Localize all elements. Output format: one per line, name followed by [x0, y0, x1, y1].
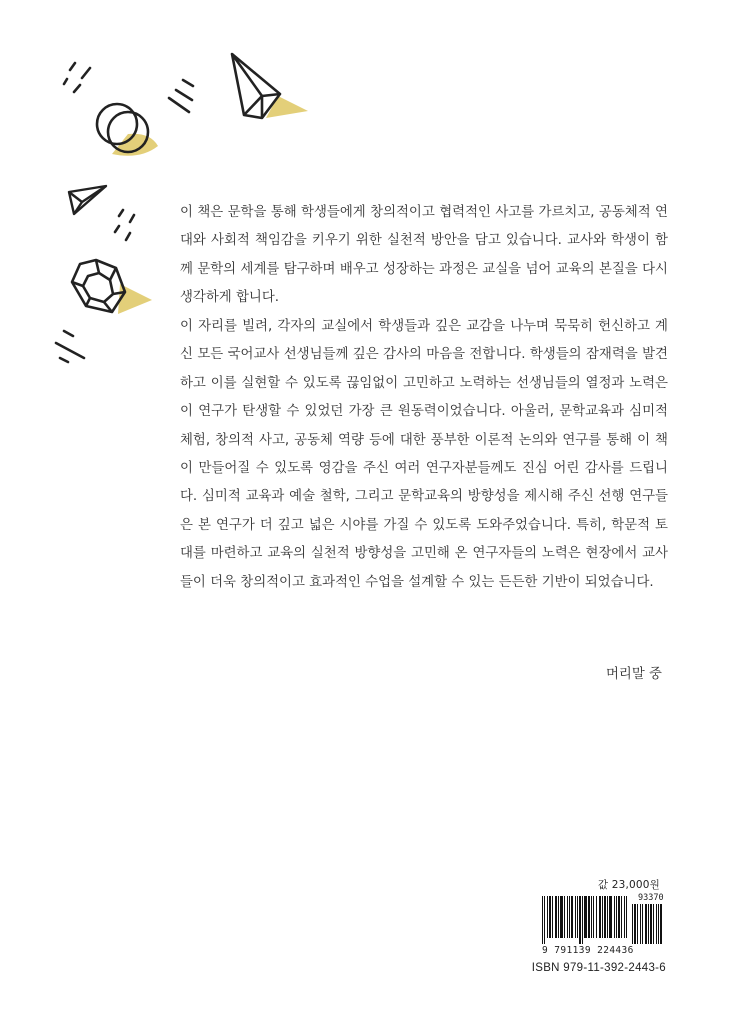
barcode-bar	[596, 896, 597, 938]
barcode-bar	[577, 896, 578, 938]
barcode-bar	[660, 904, 662, 944]
barcode-bar	[607, 896, 608, 938]
barcode-bar	[634, 904, 636, 944]
paper-plane-icon	[69, 186, 106, 214]
barcode-bar	[599, 896, 601, 938]
barcode-bar	[614, 896, 615, 938]
barcode-bar	[624, 896, 625, 938]
body-paragraph-2: 이 자리를 빌려, 각자의 교실에서 학생들과 깊은 교감을 나누며 묵묵히 헌신하고 계신 모든 국어교사 선생님들께 깊은 감사의 마음을 전합니다. 학생들의 잠재력을 발견하고 이를 실현할 수 있도록 끊임없이 고민하고 노력하는 선생님들의 열정과 노력은 이 연구가 탄생할 수 있었던 가장 큰 원동력이었습니다. 아울러, 문학교육과 심미적 체험, 창의적 사고, 공동체 역량 등에 대한 풍부한 이론적 논의와 연구를 통해 이 책이 만들어질 수 있도록 영감을 주신 여러 연구자분들께도 진심 어린 감사를 드립니다. 심미적 교육과 예술 철학, 그리고 문학교육의 방향성을 제시해 주신 선행 연구들은 본 연구가 더 깊고 넓은 시야를 가질 수 있도록 도와주었습니다. 특히, 학문적 토대를 마련하고 교육의 실천적 방향성을 고민해 온 연구자들의 노력은 현장에서 교사들이 더욱 창의적이고 효과적인 수업을 설계할 수 있는 든든한 기반이 되었습니다.	[180, 319, 668, 590]
barcode-bar	[616, 896, 617, 938]
barcode-bar	[549, 896, 551, 938]
addon-code: 93370	[638, 893, 664, 903]
rings-icon	[97, 104, 158, 156]
dash-lines-icon	[169, 80, 193, 112]
barcode-bar	[602, 896, 603, 938]
barcode-bar	[579, 896, 581, 944]
barcode-bar	[650, 904, 652, 944]
price-label: 값 23,000원	[597, 879, 660, 891]
barcode-bar	[642, 904, 643, 944]
barcode-main	[542, 896, 628, 944]
hexagon-gem-icon	[72, 260, 152, 314]
isbn-barcode	[542, 893, 668, 988]
barcode-bar	[621, 896, 622, 938]
barcode-bar	[656, 904, 657, 944]
barcode-bar	[648, 904, 649, 944]
barcode-bar	[552, 896, 553, 938]
barcode-bar	[555, 896, 557, 938]
dash-lines-icon	[56, 331, 84, 362]
barcode-bar	[582, 896, 583, 944]
barcode-bar	[560, 896, 563, 938]
barcode-bar	[564, 896, 565, 938]
barcode-bar	[632, 904, 633, 944]
barcode-bar	[584, 896, 587, 938]
barcode-bar	[645, 904, 647, 944]
isbn-number: ISBN 979-11-392-2443-6	[531, 962, 666, 974]
barcode-addon	[632, 896, 666, 944]
barcode-bar	[653, 904, 654, 944]
barcode-bar	[604, 896, 606, 938]
barcode-bar	[609, 896, 612, 938]
barcode-bar	[640, 904, 641, 944]
signature-caption: 머리말 중	[606, 667, 662, 682]
barcode-bar	[591, 896, 592, 938]
barcode-bar	[571, 896, 573, 938]
body-paragraph-1: 이 책은 문학을 통해 학생들에게 창의적이고 협력적인 사고를 가르치고, 공동체적 연대와 사회적 책임감을 키우기 위한 실천적 방안을 담고 있습니다. 교사와 학생이 함께 문학의 세계를 탐구하며 배우고 성장하는 과정은 교실을 넘어 교육의 본질을 다시 생각하게 합니다.	[180, 205, 668, 306]
dash-lines-icon	[115, 210, 134, 240]
barcode-bar	[567, 896, 568, 938]
dash-lines-icon	[64, 63, 90, 92]
barcode-digits: 9 791139 224436	[542, 945, 634, 956]
crystal-icon	[232, 54, 308, 118]
barcode-bar	[626, 896, 627, 938]
barcode-bar	[542, 896, 543, 944]
barcode-bar	[558, 896, 559, 938]
barcode-bar	[575, 896, 576, 938]
barcode-bar	[547, 896, 548, 938]
barcode-bar	[544, 896, 545, 944]
barcode-bar	[569, 896, 570, 938]
barcode-bar	[588, 896, 590, 938]
barcode-bar	[637, 904, 638, 944]
barcode-bar	[618, 896, 620, 938]
barcode-bar	[593, 896, 594, 938]
barcode-bar	[658, 904, 659, 944]
